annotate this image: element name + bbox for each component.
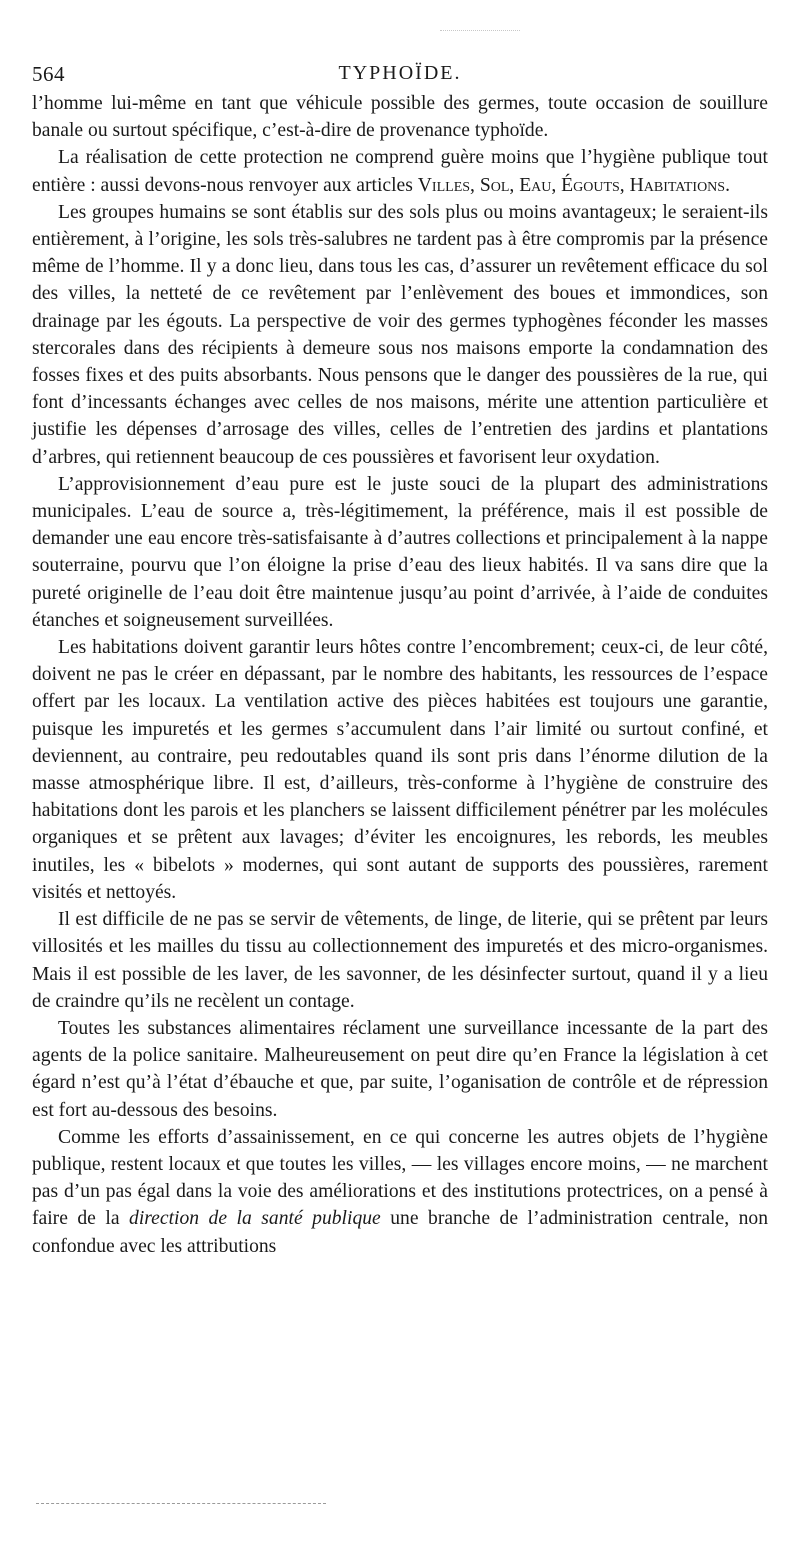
paragraph-8-end: une branche de l’administration centrale, non confondue avec les attributions — [32, 1208, 768, 1257]
body-text — [32, 90, 768, 1260]
book-page — [32, 62, 768, 1260]
paragraph-7: Toutes les substances alimentaires réclament une surveillance incessante de la part des agents de la police sanitaire. Malheureusement on peut dire qu’en France la législation à cet égard n’est qu’à l’état d’ébauche et que, par suite, l’oganisation de contrôle et de répression est fort au-dessous des besoins. — [32, 1017, 768, 1121]
running-title: TYPHOÏDE. — [338, 62, 462, 84]
paragraph-4: L’approvisionnement d’eau pure est le juste souci de la plupart des administrations municipales. L’eau de source a, très-légitimement, la préférence, mais il est possible de demander une eau encore très-satisfaisante à d’autres collections et principalement à la nappe souterraine, pourvu que l’on éloigne la prise d’eau des lieux habités. Il va sans dire que la pureté originelle de l’eau doit être maintenue jusqu’au point d’arrivée, à l’aide de conduites étanches et soigneusement surveillées. — [32, 473, 768, 631]
paragraph-8-text: Comme les efforts d’assainissement, en ce qui concerne les autres objets de l’hygiène publique, restent locaux et que toutes les villes, — les villages encore moins, — ne marchent pas d’un pas égal dans la voie des améliorations et des institutions protectrices, on a pensé à faire de la — [32, 1126, 768, 1230]
paragraph-6: Il est difficile de ne pas se servir de vêtements, de linge, de literie, qui se prêtent par leurs villosités et les mailles du tissu au collectionnement des impuretés et des micro-organismes. Mais il est possible de les laver, de les savonner, de les désinfecter surtout, quand il y a lieu de craindre qu’ils ne recèlent un contage. — [32, 909, 768, 1012]
italic-phrase: direction de la santé publique — [129, 1208, 381, 1230]
article-references: Villes, Sol, Eau, Égouts, Habitations. — [417, 174, 730, 196]
paragraph-2-text: La réalisation de cette protection ne comprend guère moins que l’hygiène publique tout entière : aussi devons-nous renvoyer aux articles — [32, 147, 768, 196]
paragraph-2 — [32, 144, 768, 198]
page-edge-marks — [440, 30, 520, 31]
paragraph-8 — [32, 1124, 768, 1260]
footer-rule — [36, 1503, 326, 1504]
paragraph-3: Les groupes humains se sont établis sur des sols plus ou moins avantageux; le seraient-ils entièrement, à l’origine, les sols très-salubres ne tardent pas à être compromis par la présence même de l’homme. Il y a donc lieu, dans tous les cas, d’assurer un revêtement efficace du sol des villes, la netteté de ce revêtement par l’enlèvement des boues et immondices, son drainage par les égouts. La perspective de voir des germes typhogènes féconder les masses stercorales dans des récipients à demeure sous nos maisons emporte la condamnation des fosses fixes et des puits absorbants. Nous pensons que le danger des poussières de la rue, qui font d’incessants échanges avec celles de nos maisons, mérite une attention particulière et justifie les dépenses d’arrosage des villes, celles de l’entretien des jardins et plantations d’arbres, qui retiennent beaucoup de ces poussières et favorisent leur oxydation. — [32, 201, 768, 468]
page-header — [32, 62, 768, 88]
page-number: 564 — [32, 62, 65, 86]
paragraph-1: l’homme lui-même en tant que véhicule possible des germes, toute occasion de souillure banale ou surtout spécifique, c’est-à-dire de provenance typhoïde. — [32, 93, 768, 142]
paragraph-5: Les habitations doivent garantir leurs hôtes contre l’encombrement; ceux-ci, de leur côté, doivent ne pas le créer en dépassant, par le nombre des habitants, les ressources de l’espace offert par les locaux. La ventilation active des pièces habitées est toujours une garantie, puisque les impuretés et les germes s’accumulent dans l’air limité ou surtout confiné, et deviennent, au contraire, peu redoutables quand ils sont pris dans l’énorme dilution de la masse atmosphérique libre. Il est, d’ailleurs, très-conforme à l’hygiène de construire des habitations dont les parois et les planchers se laissent difficilement pénétrer par les molécules organiques et se prêtent aux lavages; d’éviter les encoignures, les rebords, les meubles inutiles, les « bibelots » modernes, qui sont autant de supports des poussières, rarement visités et nettoyés. — [32, 637, 768, 903]
